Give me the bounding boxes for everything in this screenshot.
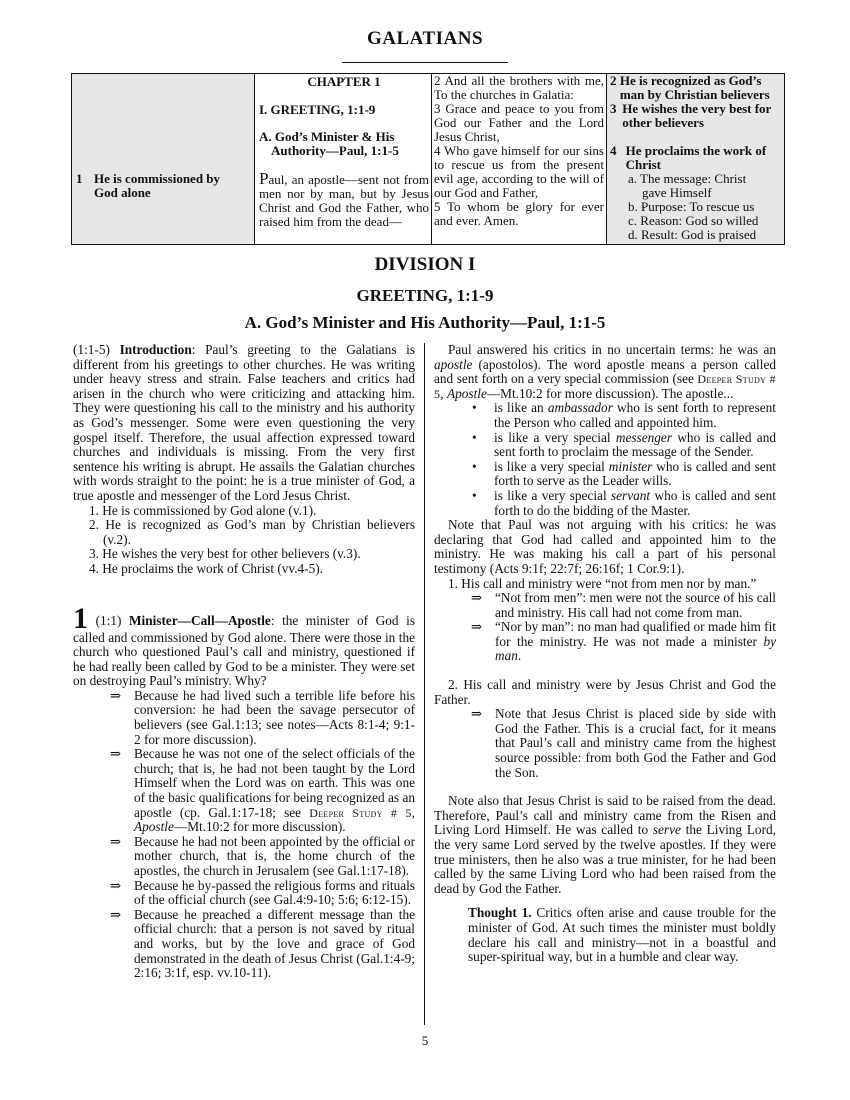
list-item: ⇒ Note that Jesus Christ is placed side by side with God the Father. This is a crucial fact, for it means that Paul’s call and ministry came from the highest source possible: from both God the Father and God the Son. xyxy=(471,706,776,780)
greeting-heading: I. GREETING, 1:1-9 xyxy=(259,102,376,117)
arrow-icon: ⇒ xyxy=(110,877,122,893)
outline-subpoint-c: c. Reason: God so willed xyxy=(628,213,759,228)
list-item: • is like an ambassador who is sent forth to represent the Person who called and appointed him. xyxy=(472,400,776,430)
list-item: ⇒ Because he had not been appointed by the official or mother church, that is, the home church of the apostles, the church in Jerusalem (see Gal.1:17-18). xyxy=(110,833,415,878)
chapter-heading: CHAPTER 1 xyxy=(307,74,381,89)
paragraph: 2. His call and ministry were by Jesus Christ and God the Father. xyxy=(434,677,776,707)
outline-subpoint-b: b. Purpose: To rescue us xyxy=(628,199,755,214)
page-number: 5 xyxy=(421,1033,429,1048)
outline-table xyxy=(71,73,785,245)
paragraph: Note also that Jesus Christ is said to be raised from the dead. Therefore, Paul’s call and ministry came from the Risen and Living Lord Himself. He was called to serve the Living Lord, the very same Lord served by the twelve apostles. If they were true ministers, then he also was a true minister, for he had been called by the same Living Lord who had been raised from the dead by God the Father. xyxy=(434,793,776,896)
title-rule xyxy=(342,62,508,63)
list-item: 2. He is recognized as God’s man by Christian believers (v.2). xyxy=(89,517,415,547)
intro-list xyxy=(73,504,415,577)
paragraph: Paul answered his critics in no uncertain terms: he was an apostle (apostolos). The word apostle means a person called and sent forth on a very special commission (see Deeper Study # 5, Apostle—Mt.10:2 for more discussion). The apostle... xyxy=(434,342,776,401)
division-heading: DIVISION I xyxy=(374,254,476,275)
list-item: ⇒ Because he by-passed the religious forms and rituals of the official church (see Gal.4:9-10; 5:6; 6:12-15). xyxy=(110,877,415,908)
list-item: • is like a very special minister who is called and sent forth to serve as the Leader wills. xyxy=(472,458,776,489)
list-item: ⇒ Because he preached a different message than the official church: that a person is not saved by ritual and works, but by the love and grace of God demonstrated in the death of Jesus Christ (Gal.1:4-9; 2:16; 3:1f, esp. vv.10-11). xyxy=(110,906,415,981)
outline-subpoint-a: a. The message: Christ xyxy=(628,171,747,186)
list-item: ⇒ “Not from men”: men were not the source of his call and ministry. His call had not come from man. xyxy=(471,590,776,620)
outline-headings xyxy=(255,74,432,244)
section-heading: A. God’s Minister & His Authority—Paul, 1:1-5 xyxy=(259,129,399,158)
right-column xyxy=(434,343,776,965)
arrow-icon: ⇒ xyxy=(110,687,122,703)
book-title: GALATIANS xyxy=(366,28,484,49)
arrow-icon: ⇒ xyxy=(471,619,483,635)
list-item: 3. He wishes the very best for other believers (v.3). xyxy=(89,546,361,562)
list-item: ⇒ “Nor by man”: no man had qualified or made him fit for the ministry. He was not made a minister by man. xyxy=(471,619,776,664)
list-item: ⇒ Because he had lived such a terrible life before his conversion: he had been the savage persecutor of believers (see Gal.1:13; see notes—Acts 8:1-4; 9:1-2 for more discussion). xyxy=(110,687,415,747)
arrow-icon: ⇒ xyxy=(471,590,483,606)
scripture-verse-2: 2 And all the brothers with me, To the churches in Galatia: xyxy=(434,73,604,102)
arrow-icon: ⇒ xyxy=(110,906,122,922)
bullet-icon: • xyxy=(472,458,477,474)
bullet-icon: • xyxy=(472,487,477,503)
introduction-paragraph: (1:1-5) Introduction: Paul’s greeting to the Galatians is different from his greetings to other churches. He was writing under heavy stress and strain. False teachers and critics had arisen in the church who were criticizing and attacking him. They were questioning his call to the ministry and his authority as God’s messenger. Some were even questioning the very gospel itself. Therefore, the usual affection expressed toward churches and individuals is missing. From the very first sentence his writing is abrupt. He assails the Galatian churches with words straight to the point: he is a true minister of God, a true apostle and messenger of the Lord Jesus Christ. xyxy=(73,342,415,503)
outline-subpoint-d: d. Result: God is praised xyxy=(628,227,757,242)
thought-paragraph: Thought 1. Critics often arise and cause trouble for the minister of God. At such times the minister must boldly declare his call and ministry—not in a boastful and super-spiritual way, but in a humble and clear way. xyxy=(468,905,776,965)
list-item: ⇒ Because he was not one of the select officials of the church; that is, he had not been taught by the Lord Himself when the Lord was on earth. This was one of the basic qualifications for being recognized as an apostle (cp. Gal.1:17-18; see Deeper Study # 5, Apostle—Mt.10:2 for more discussion). xyxy=(110,746,415,835)
outline-subpoint-a-cont: gave Himself xyxy=(642,185,712,200)
reasons-list xyxy=(73,689,415,981)
list-item: • is like a very special messenger who is called and sent forth to proclaim the message of the Sender. xyxy=(472,429,776,460)
outline-point-3: 3 He wishes the very best for other believers xyxy=(610,101,772,130)
arrow-icon: ⇒ xyxy=(110,833,122,849)
apostle-list xyxy=(434,401,776,518)
scripture-verse-3: 3 Grace and peace to you from God our Father and the Lord Jesus Christ, xyxy=(434,101,604,144)
outline-point-1: 1 He is commissioned by God alone xyxy=(76,171,221,200)
arrow-icon: ⇒ xyxy=(110,746,122,762)
list-item: 1. He is commissioned by God alone (v.1). xyxy=(89,502,317,518)
arrow-icon: ⇒ xyxy=(471,706,483,722)
scripture-column xyxy=(432,74,607,244)
bullet-icon: • xyxy=(472,429,477,445)
paragraph: Note that Paul was not arguing with his critics: he was declaring that God had called and appointed him to the ministry. He was making his call a part of his personal testimony (Acts 9:1f; 22:7f; 26:16f; 1 Cor.9:1). xyxy=(434,517,776,576)
call-list-2 xyxy=(434,707,776,780)
left-column xyxy=(73,343,415,981)
scripture-verse-4: 4 Who gave himself for our sins to rescue us from the present evil age, according to the will of our God and Father, xyxy=(434,143,604,200)
list-item: 4. He proclaims the work of Christ (vv.4-5). xyxy=(89,560,324,576)
bullet-icon: • xyxy=(472,400,477,416)
column-divider xyxy=(424,343,425,1025)
paragraph: 1. His call and ministry were “not from men nor by man.” xyxy=(448,575,757,591)
greeting-subheading: GREETING, 1:1-9 xyxy=(356,286,494,305)
scripture-verse-1: Paul, an apostle—sent not from men nor by man, but by Jesus Christ and God the Father, who raised him from the dead— xyxy=(259,169,429,229)
call-list-1 xyxy=(434,591,776,664)
outline-main-points-right xyxy=(607,74,784,244)
outline-main-points-left xyxy=(72,74,255,244)
scripture-verse-5: 5 To whom be glory for ever and ever. Amen. xyxy=(434,199,604,228)
list-item: • is like a very special servant who is called and sent forth to do the bidding of the Master. xyxy=(472,487,776,518)
point-1-paragraph: 1 (1:1) Minister—Call—Apostle: the minister of God is called and commissioned by God alone. There were those in the church who questioned Paul’s call and ministry, questioned if he had really been called by God to be a minister. They were set on destroying Paul’s ministry. Why? xyxy=(73,601,416,689)
outline-point-2: 2 He is recognized as God’s man by Christian believers xyxy=(610,73,770,102)
outline-point-4: 4 He proclaims the work of Christ xyxy=(610,143,767,172)
section-subheading: A. God’s Minister and His Authority—Paul, 1:1-5 xyxy=(244,313,606,332)
point-number: 1 xyxy=(73,601,88,635)
